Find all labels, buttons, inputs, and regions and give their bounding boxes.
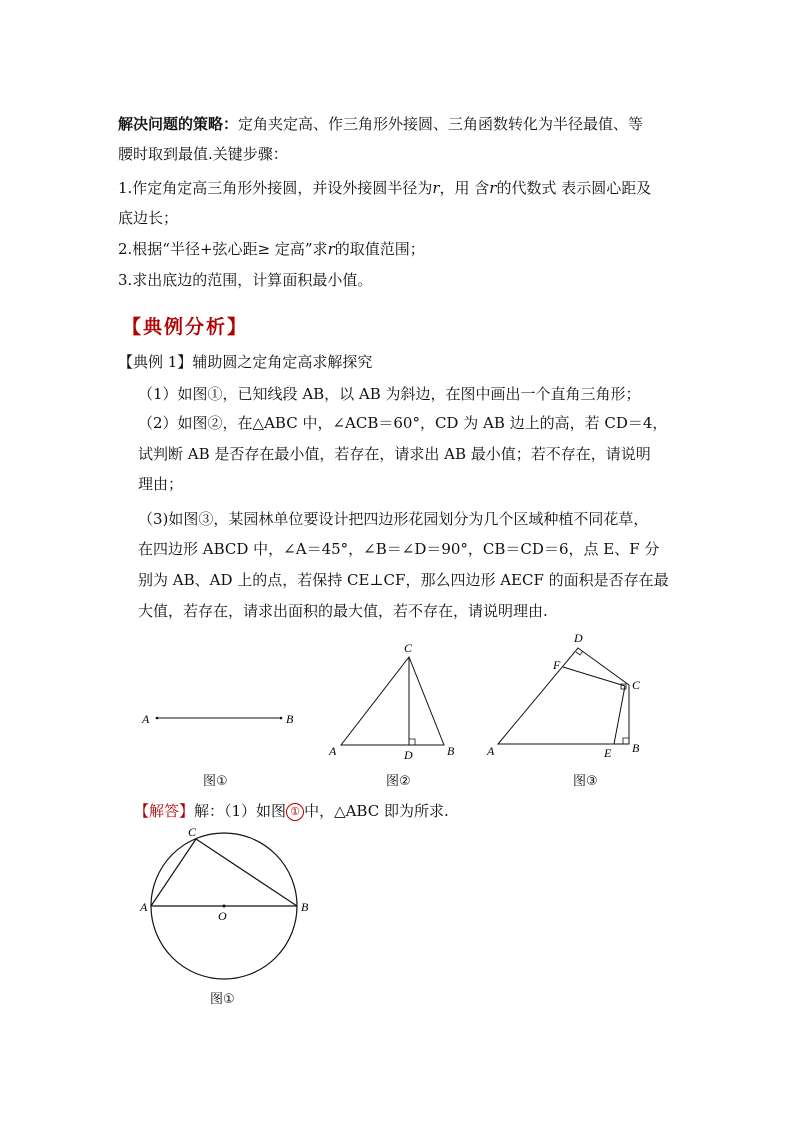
fig3-caption: 图③ (573, 774, 598, 789)
answer-figure-caption: 图① (210, 992, 235, 1007)
triangle-abc (341, 657, 444, 745)
answer-circle-number: ① (286, 803, 304, 821)
segment-cf (563, 667, 625, 686)
fig2-caption: 图② (386, 774, 411, 789)
question-3-line-1: （3)如图③，某园林单位要设计把四边形花园划分为几个区域种植不同花草， (138, 510, 649, 528)
right-angle-mark-d (409, 739, 415, 745)
question-3-line-2: 在四边形 ABCD 中，∠A＝45°，∠B＝∠D＝90°，CB＝CD＝6，点 E、F 分 (138, 540, 660, 558)
fig3-label-f: F (553, 658, 561, 672)
figure-2-triangle (328, 641, 455, 762)
fig2-label-d: D (404, 748, 413, 762)
answer-figure-circle (139, 825, 309, 979)
fig3-label-a: A (487, 744, 495, 758)
example-tag: 【典例 1】 (118, 353, 193, 371)
answer-label-a: A (140, 900, 148, 914)
step-2-text-a: 2.根据“半径+弦心距≥ 定高”求 (118, 240, 328, 258)
center-o-dot (223, 905, 226, 908)
segment-ac (151, 839, 196, 906)
strategy-title: 解决问题的策略： (118, 115, 239, 133)
answer-label-b: B (301, 900, 309, 914)
fig2-label-b: B (447, 744, 455, 758)
right-angle-mark-d3 (576, 651, 583, 655)
example-title: 辅助圆之定角定高求解探究 (192, 353, 373, 371)
fig3-label-c: C (632, 678, 641, 692)
answer-tag: 【解答】 (134, 802, 195, 820)
strategy-line-2: 腰时取到最值.关键步骤： (118, 145, 288, 163)
fig3-label-b: B (632, 741, 640, 755)
question-3-line-3: 别为 AB、AD 上的点，若保持 CE⊥CF，那么四边形 AECF 的面积是否存在最 (138, 571, 669, 589)
fig1-label-a: A (142, 712, 150, 726)
step-1-r2: r (489, 179, 497, 197)
step-1-text-a: 1.作定角定高三角形外接圆，并设外接圆半径为 (118, 179, 433, 197)
point-b-dot (280, 717, 283, 720)
question-3-line-4: 大值，若存在，请求出面积的最大值，若不存在，请说明理由. (138, 602, 548, 620)
fig2-label-a: A (329, 744, 337, 758)
step-3: 3.求出底边的范围，计算面积最小值。 (118, 271, 373, 289)
fig1-caption: 图① (203, 774, 228, 789)
question-2-line-1: （2）如图②，在△ABC 中，∠ACB＝60°，CD 为 AB 边上的高，若 CD＝4， (138, 414, 668, 432)
right-angle-mark-b (623, 738, 629, 744)
figure-3-quadrilateral (486, 631, 641, 760)
fig3-label-d: D (574, 631, 583, 645)
question-2-line-3: 理由； (138, 475, 184, 493)
section-heading: 【典例分析】 (122, 316, 249, 338)
question-2-line-2: 试判断 AB 是否存在最小值，若存在，请求出 AB 最小值；若不存在，请说明 (138, 445, 651, 463)
step-1-text-b: ，用 含 (439, 179, 490, 197)
question-1: （1）如图①，已知线段 AB，以 AB 为斜边，在图中画出一个直角三角形； (138, 385, 641, 403)
quadrilateral-abcd (498, 648, 629, 744)
answer-text-b: 中，△ABC 即为所求. (304, 802, 449, 820)
segment-cb (196, 839, 297, 906)
segment-ce (614, 686, 625, 744)
step-1-r: r (432, 179, 440, 197)
strategy-line1-rest: 定角夹定高、作三角形外接圆、三角函数转化为半径最值、等 (238, 115, 644, 133)
figure-1-segment (141, 712, 294, 726)
step-1-text-c: 的代数式 表示圆心距及 (496, 179, 652, 197)
step-2-text-b: 的取值范围； (334, 240, 425, 258)
fig1-label-b: B (286, 712, 294, 726)
answer-line (134, 801, 449, 821)
answer-label-c: C (188, 825, 197, 839)
fig3-label-e: E (604, 746, 612, 760)
fig2-label-c: C (404, 641, 413, 655)
step-2-r: r (327, 240, 335, 258)
answer-text-a: 解：（1）如图 (194, 802, 287, 820)
step-1-line-2: 底边长； (118, 209, 179, 227)
point-a-dot (156, 717, 159, 720)
answer-label-o: O (218, 909, 227, 923)
